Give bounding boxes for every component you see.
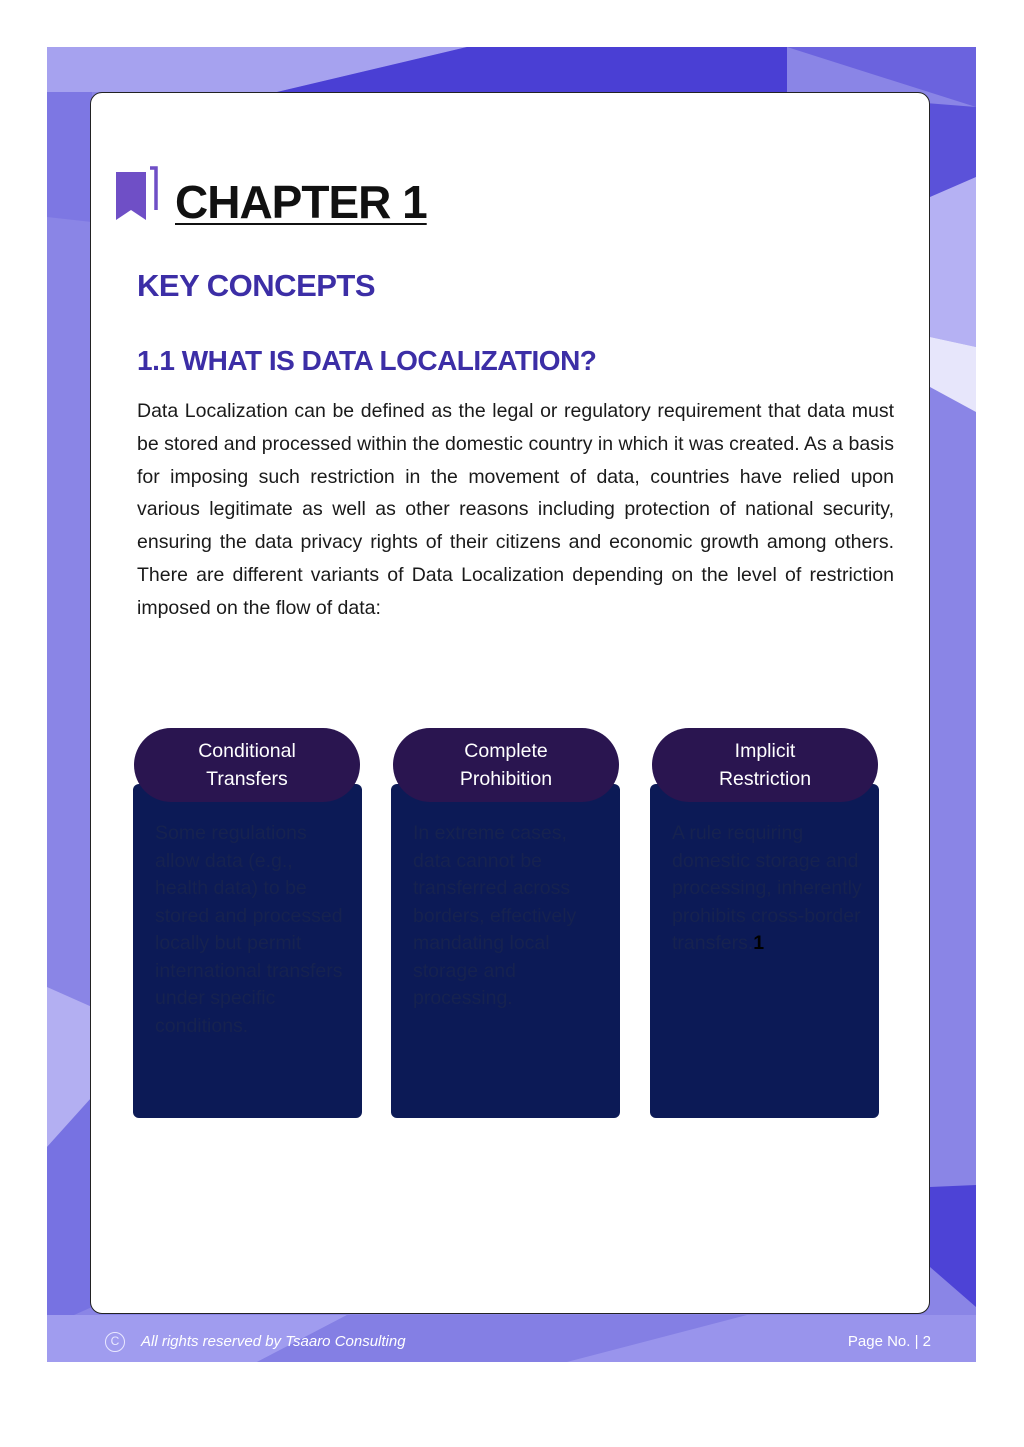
variant-card-conditional: [133, 784, 362, 1118]
key-concepts-heading: KEY CONCEPTS: [137, 268, 376, 303]
variant-card-implicit: [650, 784, 879, 1118]
bookmark-icon: [116, 166, 158, 220]
variant-title-complete: [393, 728, 619, 802]
footer-rights: All rights reserved by Tsaaro Consulting: [141, 1333, 406, 1350]
variant-title: Complete Prohibition: [459, 740, 553, 790]
copyright-icon: C: [105, 1332, 125, 1352]
variant-description: A rule requiring domestic storage and processing, inherently prohibits cross-border transfers.1: [672, 822, 862, 954]
variant-title-conditional: [134, 728, 360, 802]
variant-title: Implicit Restriction: [718, 740, 812, 790]
variant-card-complete: [391, 784, 620, 1118]
variant-title-implicit: [652, 728, 878, 802]
chapter-title: CHAPTER 1: [175, 176, 427, 228]
variant-title: Conditional Transfers: [198, 740, 296, 790]
page-number: Page No. | 2: [847, 1333, 931, 1350]
variant-description: In extreme cases, data cannot be transferred across borders, effectively mandating local storage and processing.: [413, 822, 577, 1009]
section-heading: 1.1 WHAT IS DATA LOCALIZATION?: [137, 345, 597, 376]
section-body: Data Localization can be defined as the legal or regulatory requirement that data must be stored and processed within the domestic country in which it was created. As a basis for imposing such restriction in the movement of data, countries have relied upon various legitimate as well as other reasons including protection of national security, ensuring the data privacy rights of their citizens and economic growth among others. There are different variants of Data Localization depending on the level of restriction imposed on the flow of data:: [137, 400, 894, 619]
variant-description: Some regulations allow data (e.g., health data) to be stored and processed locally but permit international transfers under specific conditions.: [155, 822, 343, 1037]
footnote-marker[interactable]: 1: [753, 932, 765, 954]
